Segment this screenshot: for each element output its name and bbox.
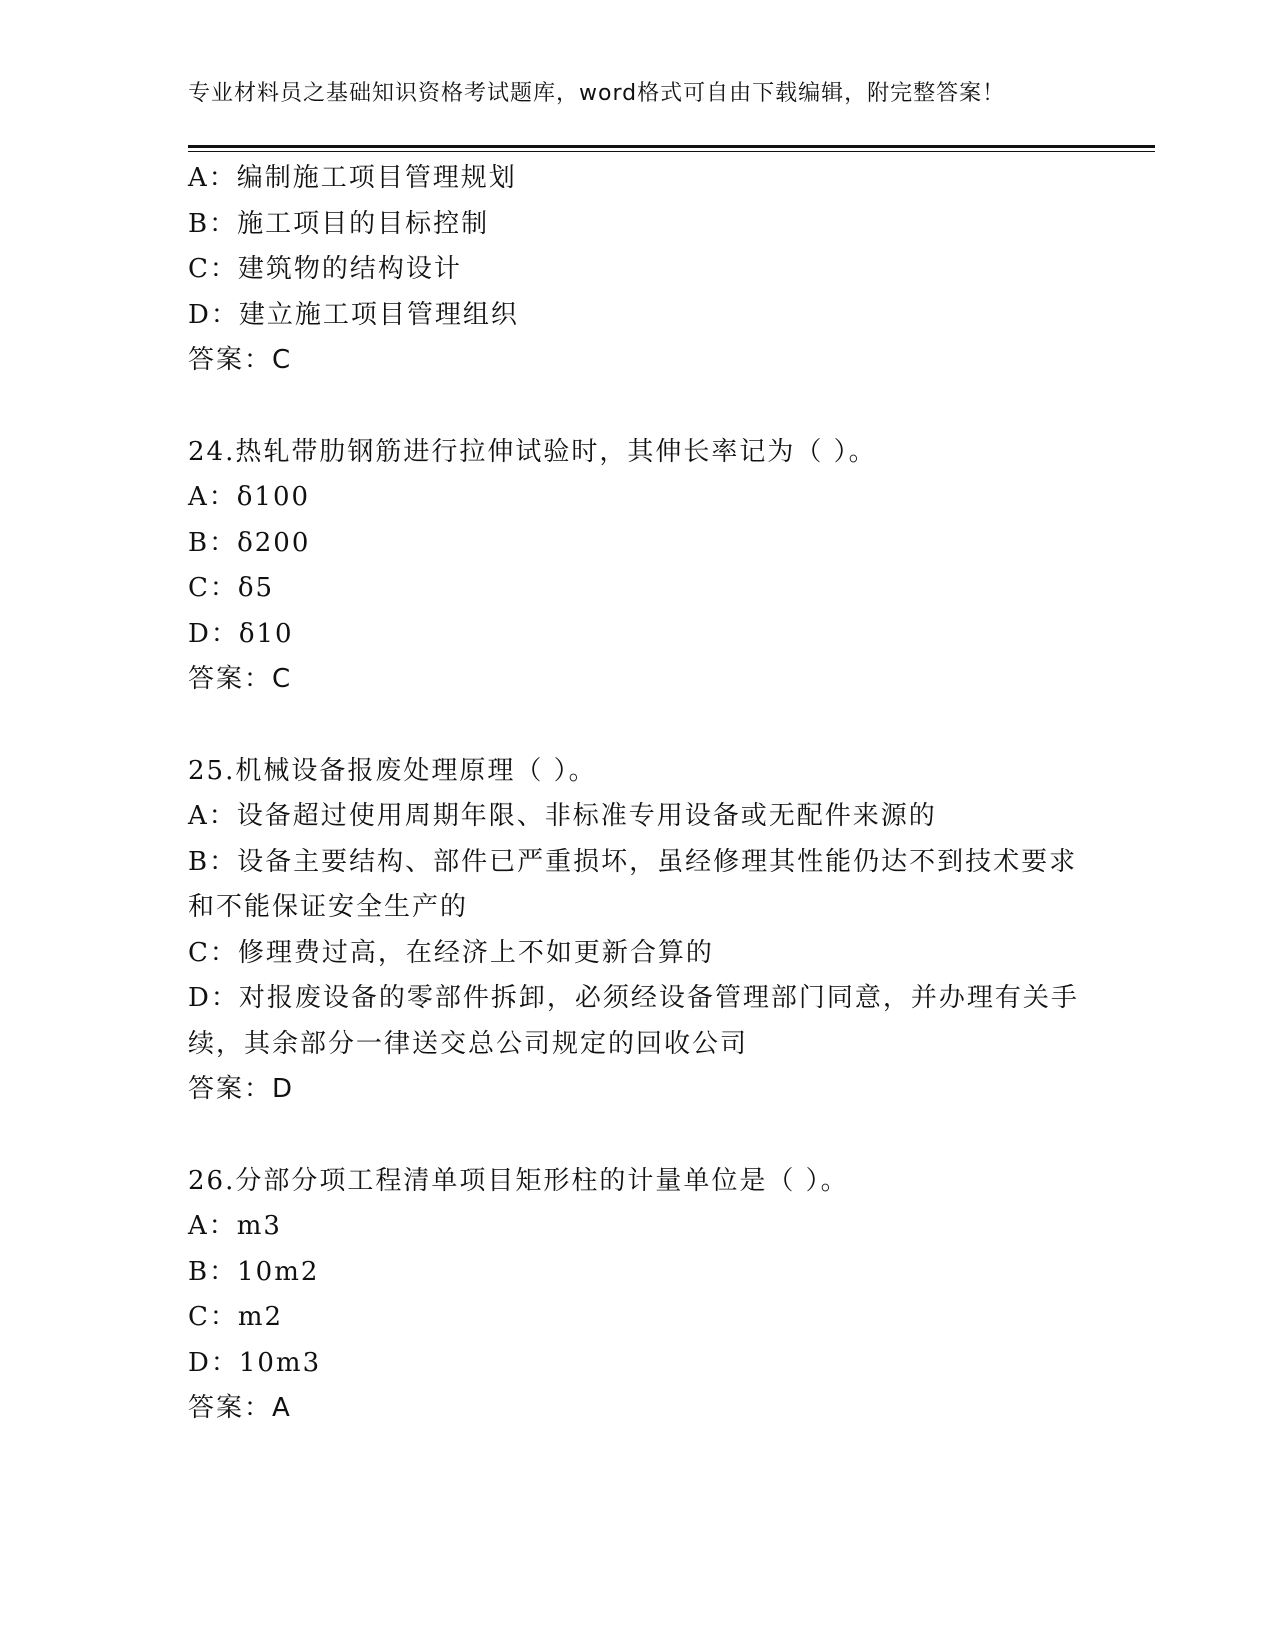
answer: 答案：C [188,345,293,375]
option-a: A：m3 [188,1211,282,1241]
option-d: D：建立施工项目管理组织 [188,299,519,330]
option-a: A：设备超过使用周期年限、非标准专用设备或无配件来源的 [188,801,937,831]
header-rule-thin [188,151,1155,152]
option-d: D：10m3 [188,1347,322,1378]
question-stem: 25.机械设备报废处理原理（ ）。 [188,755,597,786]
option-a: A：编制施工项目管理规划 [188,163,517,193]
question-25 [188,749,1088,1113]
spacer [188,703,1088,749]
answer: 答案：A [188,1393,292,1423]
question-24 [188,430,1088,703]
option-c: C：δ5 [188,573,275,603]
option-b: B：施工项目的目标控制 [188,208,490,239]
question-list [188,156,1088,1432]
answer: 答案：C [188,664,293,694]
question-23 [188,156,1088,384]
option-d: D：δ10 [188,618,294,649]
answer: 答案：D [188,1074,295,1104]
spacer [188,1113,1088,1159]
option-b: B：10m2 [188,1256,320,1287]
option-b: B：设备主要结构、部件已严重损坏，虽经修理其性能仍达不到技术要求和不能保证安全生产的 [188,846,1078,922]
question-26 [188,1159,1088,1432]
question-stem: 24.热轧带肋钢筋进行拉伸试验时，其伸长率记为（ ）。 [188,436,877,467]
option-a: A：δ100 [188,482,311,512]
question-stem: 26.分部分项工程清单项目矩形柱的计量单位是（ ）。 [188,1165,849,1196]
option-b: B：δ200 [188,527,311,558]
document-header: 专业材料员之基础知识资格考试题库，word格式可自由下载编辑，附完整答案！ [188,81,1006,106]
option-c: C：修理费过高，在经济上不如更新合算的 [188,937,714,968]
spacer [188,384,1088,430]
option-c: C：建筑物的结构设计 [188,254,462,284]
option-c: C：m2 [188,1302,284,1332]
option-d: D：对报废设备的零部件拆卸，必须经设备管理部门同意，并办理有关手续，其余部分一律送交总公司规定的回收公司 [188,983,1079,1059]
header-rule-thick [188,145,1155,148]
